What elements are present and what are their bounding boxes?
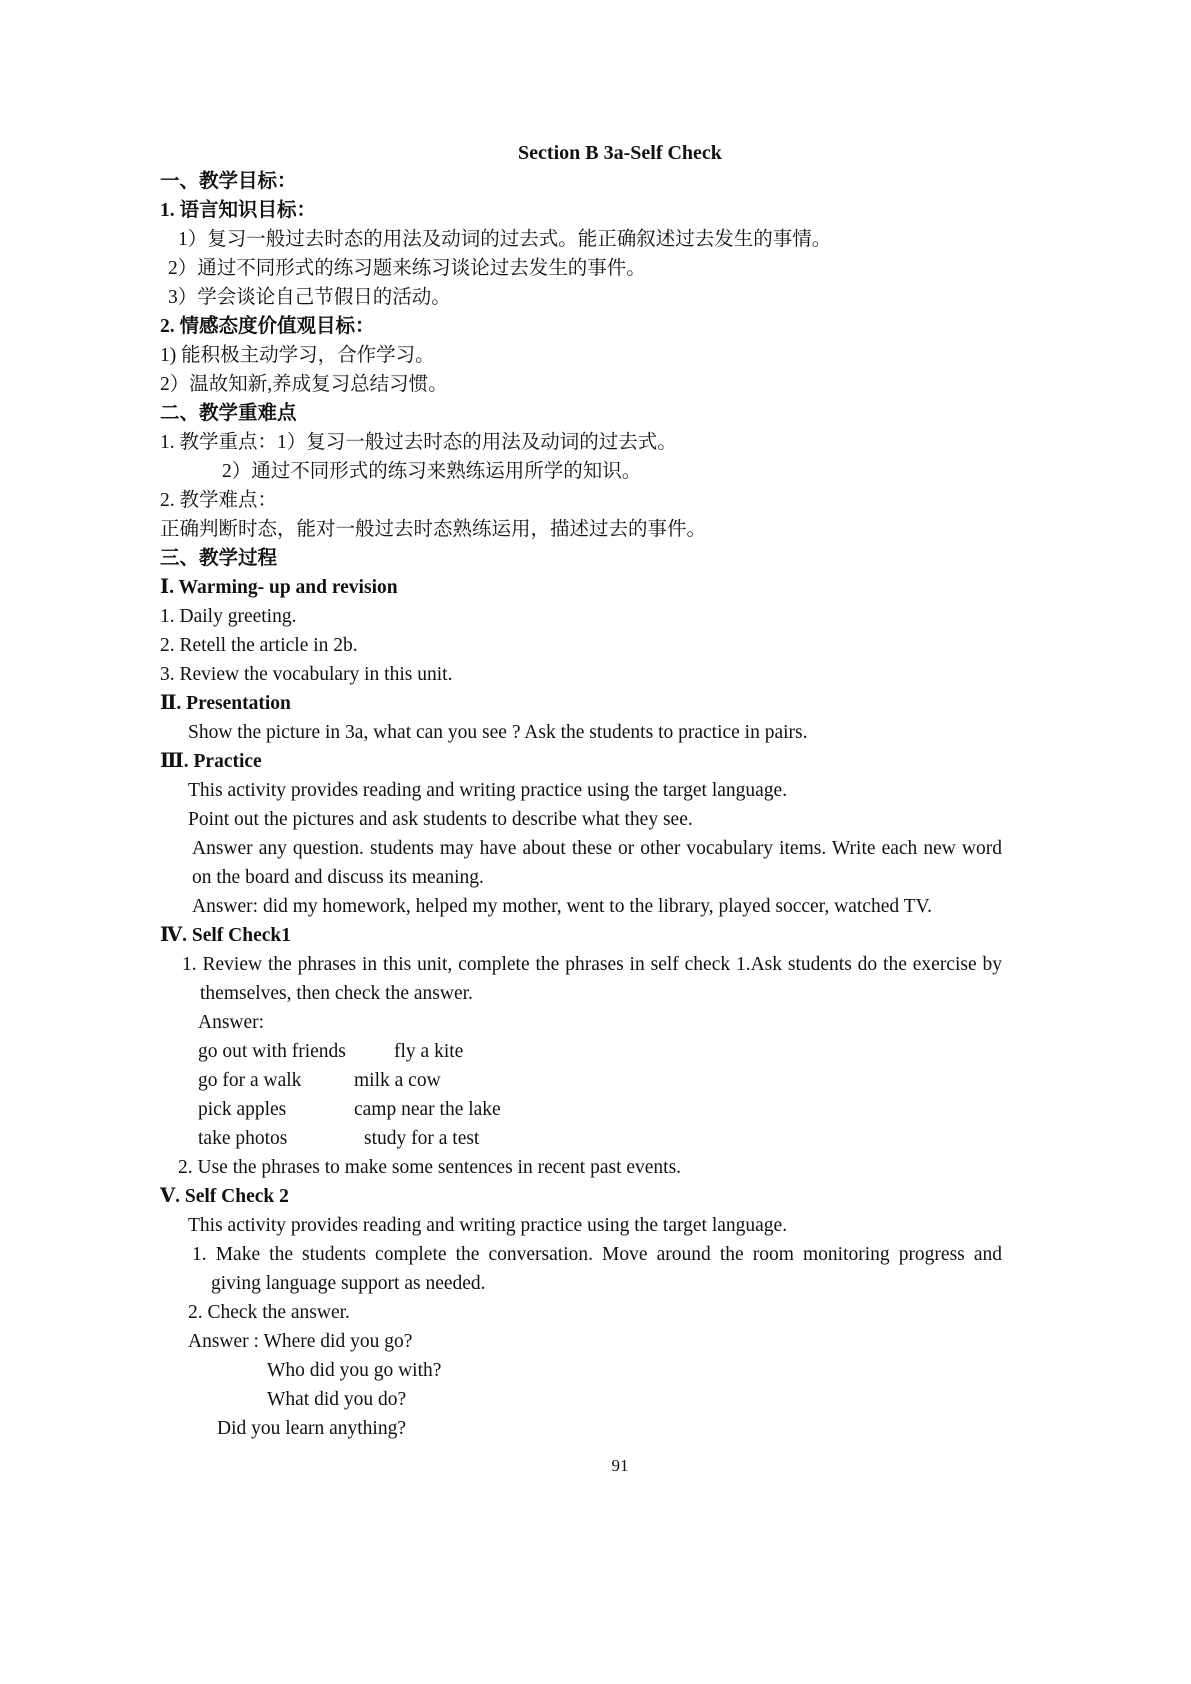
step-heading-warming-up: Ⅰ. Warming- up and revision (160, 577, 398, 598)
phrase-item: go for a walk (198, 1070, 302, 1091)
key-point-line-2: 2）通过不同形式的练习来熟练运用所学的知识。 (222, 461, 642, 482)
warming-up-line-1: 1. Daily greeting. (160, 606, 297, 627)
step-heading-practice: Ⅲ. Practice (160, 751, 262, 772)
step-heading-self-check-2: Ⅴ. Self Check 2 (160, 1186, 289, 1207)
phrase-item: study for a test (364, 1128, 480, 1149)
step-heading-presentation: Ⅱ. Presentation (160, 693, 291, 714)
presentation-line-1: Show the picture in 3a, what can you see ? Ask the students to practice in pairs. (188, 722, 808, 743)
self-check-1-line-1: 1. Review the phrases in this unit, complete the phrases in self check 1.Ask students do the exercise by (182, 954, 1002, 975)
goal-line-1: 1）复习一般过去时态的用法及动词的过去式。能正确叙述过去发生的事情。 (178, 229, 832, 250)
phrase-item: take photos (198, 1128, 288, 1149)
attitude-line-1: 1) 能积极主动学习，合作学习。 (160, 345, 435, 366)
difficulty-line: 正确判断时态，能对一般过去时态熟练运用，描述过去的事件。 (160, 519, 707, 540)
self-check-2-line-1: This activity provides reading and writing practice using the target language. (188, 1215, 788, 1236)
goal-line-3: 3）学会谈论自己节假日的活动。 (168, 287, 451, 308)
section-heading-key-points: 二、教学重难点 (160, 403, 297, 424)
self-check-1-line-1-cont: themselves, then check the answer. (200, 983, 473, 1004)
key-point-line-1: 1. 教学重点：1）复习一般过去时态的用法及动词的过去式。 (160, 432, 677, 453)
practice-line-3: Answer any question. students may have about these or other vocabulary items. Write each new word (192, 838, 1002, 859)
phrase-item: fly a kite (394, 1041, 464, 1062)
phrase-item: go out with friends (198, 1041, 346, 1062)
practice-answer-line: Answer: did my homework, helped my mother, went to the library, played soccer, watched TV. (192, 896, 932, 917)
subheading-language-goals: 1. 语言知识目标： (160, 200, 317, 221)
self-check-1-line-2: 2. Use the phrases to make some sentences in recent past events. (178, 1157, 682, 1178)
practice-line-3-cont: on the board and discuss its meaning. (192, 867, 484, 888)
attitude-line-2: 2）温故知新,养成复习总结习惯。 (160, 374, 448, 395)
phrase-item: camp near the lake (354, 1099, 501, 1120)
section-heading-process: 三、教学过程 (160, 548, 278, 569)
step-heading-self-check-1: Ⅳ. Self Check1 (160, 925, 291, 946)
phrase-item: pick apples (198, 1099, 287, 1120)
self-check-2-line-2: 1. Make the students complete the conversation. Move around the room monitoring progress and (192, 1244, 1002, 1265)
document-title: Section B 3a-Self Check (518, 142, 722, 164)
practice-line-1: This activity provides reading and writing practice using the target language. (188, 780, 788, 801)
phrase-item: milk a cow (354, 1070, 441, 1091)
self-check-2-line-2-cont: giving language support as needed. (211, 1273, 486, 1294)
self-check-1-answer-label: Answer: (198, 1012, 265, 1033)
self-check-2-answer-2: Who did you go with? (267, 1360, 442, 1381)
self-check-2-answer-3: What did you do? (267, 1389, 407, 1410)
self-check-2-line-3: 2. Check the answer. (188, 1302, 350, 1323)
subheading-attitude-goals: 2. 情感态度价值观目标： (160, 316, 375, 337)
warming-up-line-2: 2. Retell the article in 2b. (160, 635, 358, 656)
self-check-2-answer-4: Did you learn anything? (217, 1418, 406, 1439)
self-check-2-answer-1: Answer : Where did you go? (188, 1331, 413, 1352)
goal-line-2: 2）通过不同形式的练习题来练习谈论过去发生的事件。 (168, 258, 646, 279)
warming-up-line-3: 3. Review the vocabulary in this unit. (160, 664, 453, 685)
section-heading-objectives: 一、教学目标： (160, 171, 297, 192)
practice-line-2: Point out the pictures and ask students to describe what they see. (188, 809, 693, 830)
difficulty-label: 2. 教学难点： (160, 490, 278, 511)
page-number: 91 (611, 1456, 629, 1475)
